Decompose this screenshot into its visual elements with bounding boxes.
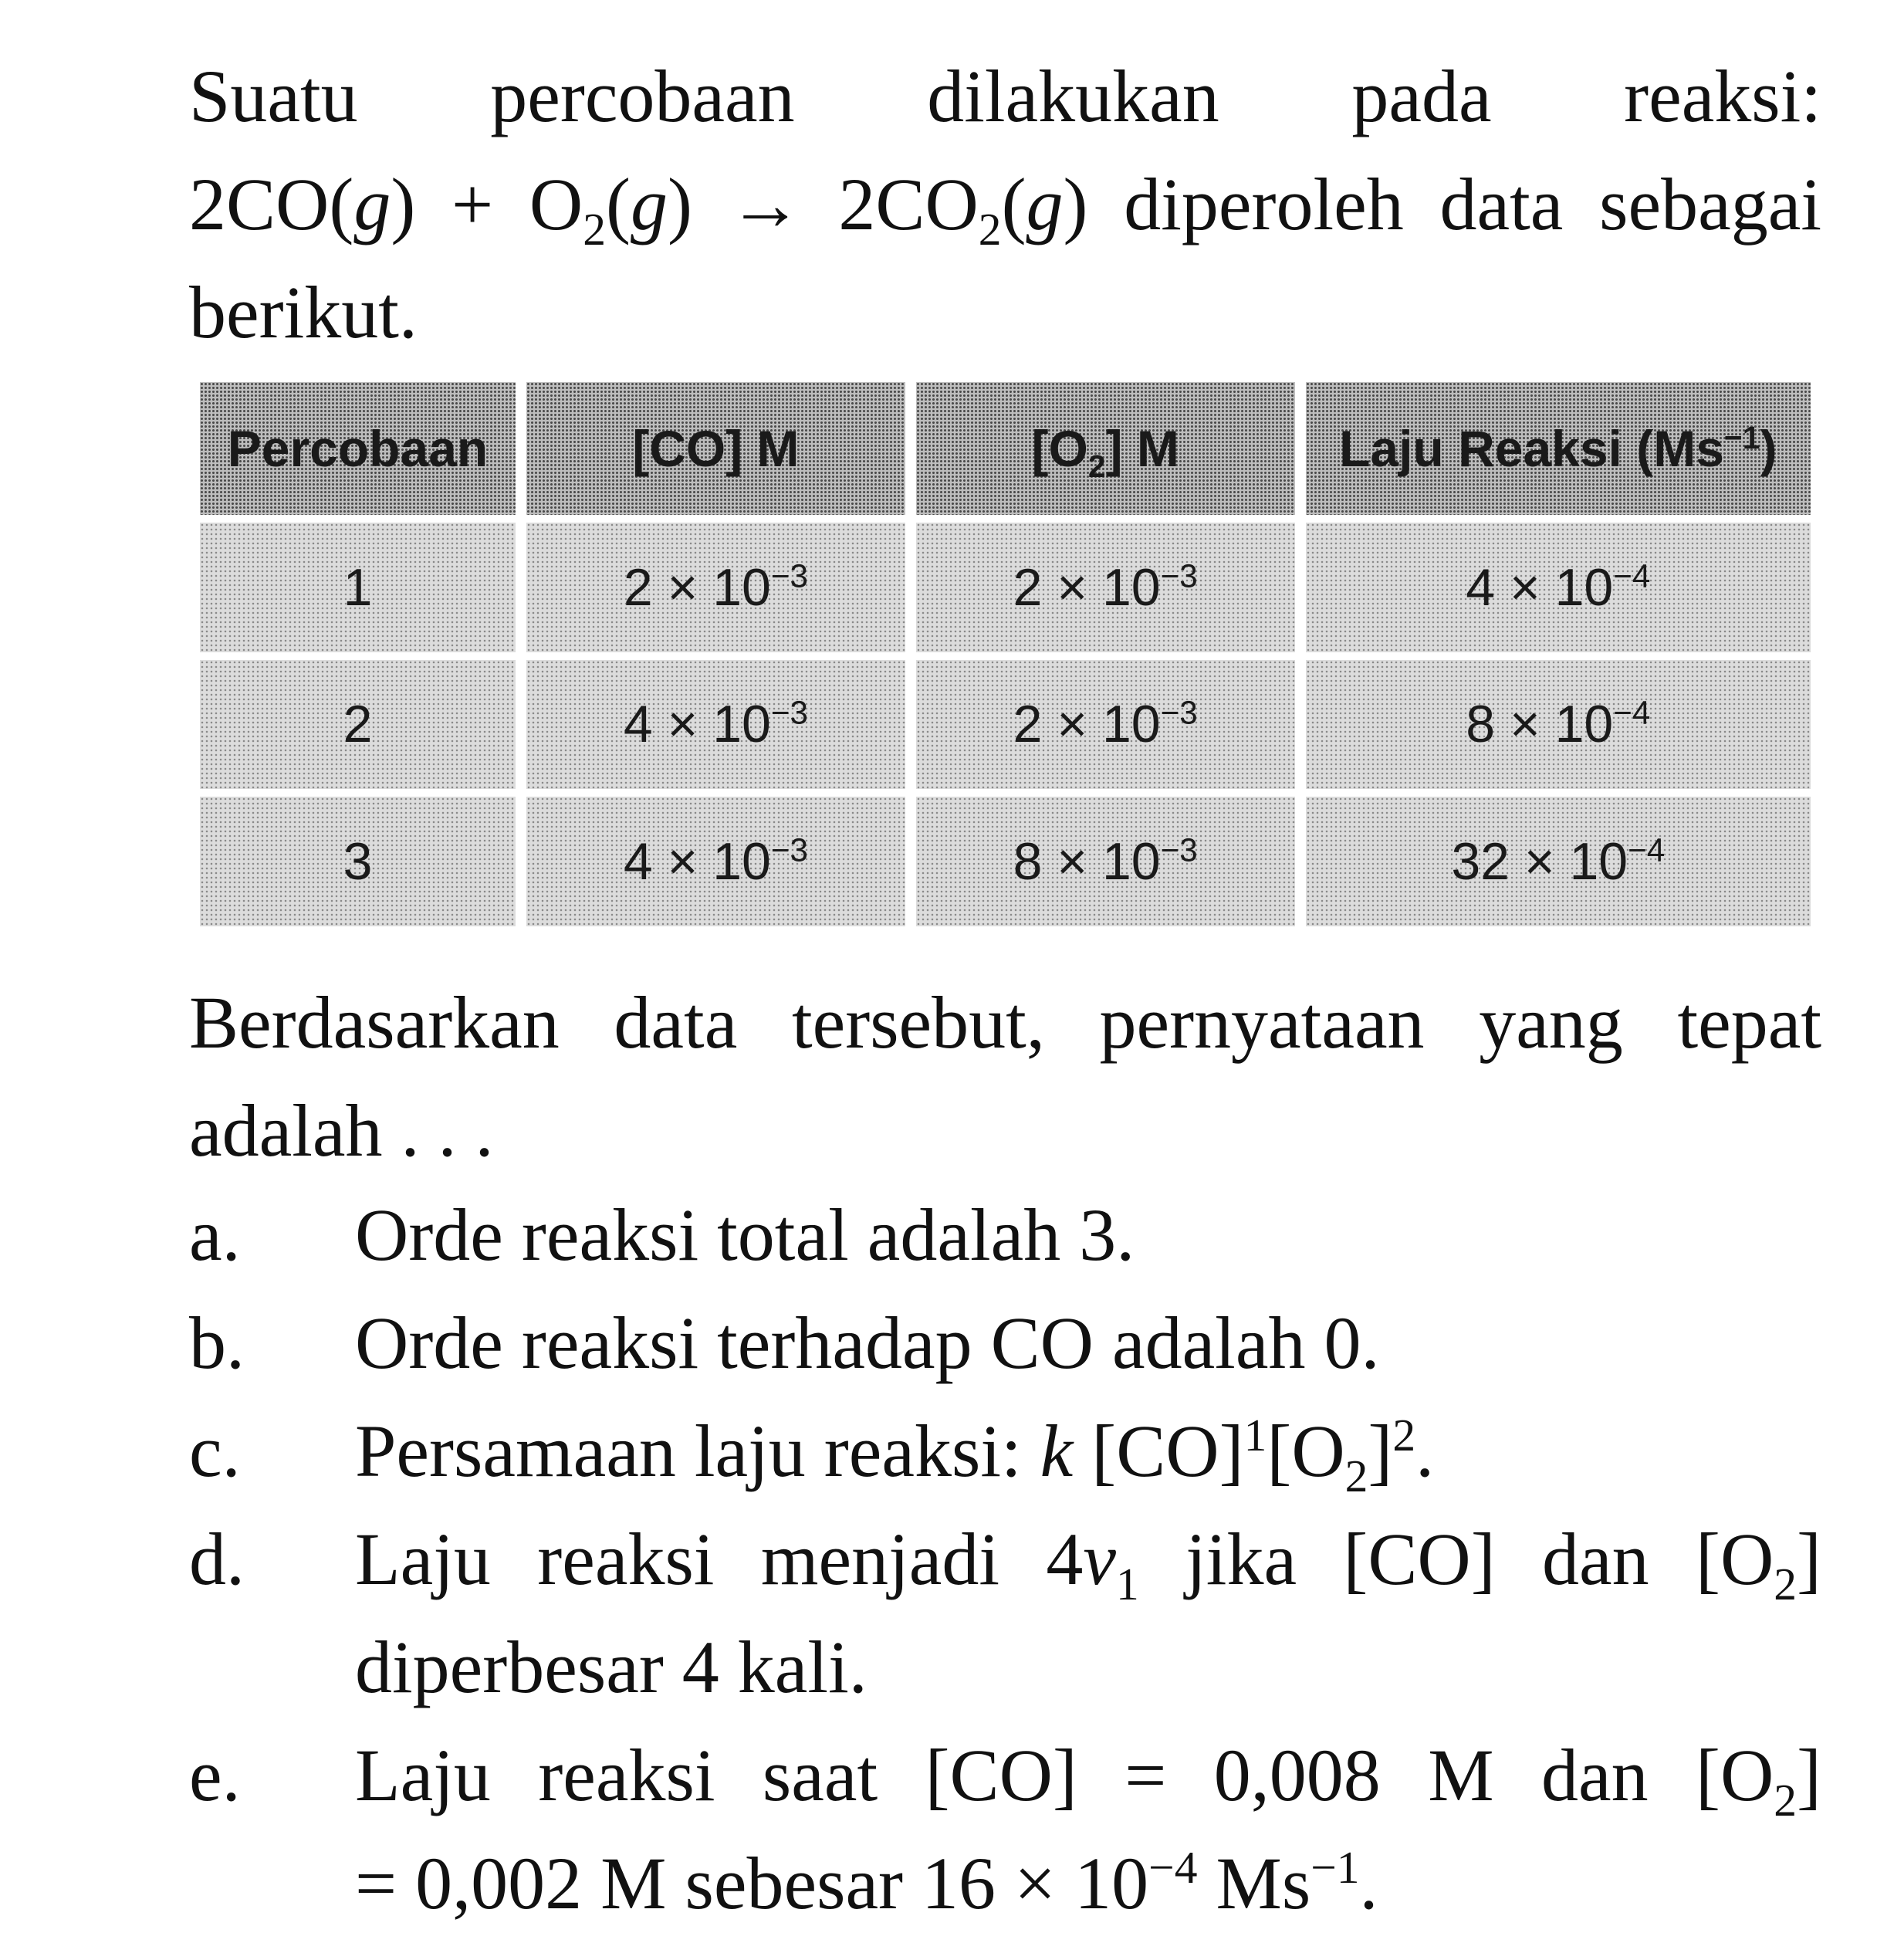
header-percobaan: Percobaan	[200, 382, 516, 515]
answer-options	[189, 1181, 1821, 1938]
option-letter: d.	[189, 1518, 245, 1600]
cell-laju: $32 \times 10^{-4}$	[1306, 797, 1811, 926]
option-letter: c.	[189, 1410, 241, 1492]
option-text: Orde reaksi total adalah 3.	[355, 1193, 1135, 1276]
question-line-1: Berdasarkan data tersebut, pernyataan yang tepat	[189, 981, 1821, 1064]
option-letter: a.	[189, 1193, 241, 1276]
header-o2: $[O_2]$ M	[916, 382, 1295, 515]
option-letter: b.	[189, 1302, 245, 1384]
table-row	[200, 660, 1811, 790]
table-row	[200, 523, 1811, 652]
cell-laju: $8 \times 10^{-4}$	[1306, 660, 1811, 790]
cell-o2: $2 \times 10^{-3}$	[916, 523, 1295, 652]
header-co: [CO] M	[526, 382, 905, 515]
cell-o2: $2 \times 10^{-3}$	[916, 660, 1295, 790]
intro-paragraph	[189, 42, 1821, 367]
cell-co: $4 \times 10^{-3}$	[526, 660, 905, 790]
intro-line-1: Suatu percobaan dilakukan pada reaksi:	[189, 55, 1821, 137]
data-table	[189, 374, 1821, 934]
option-b[interactable]	[189, 1289, 1821, 1397]
cell-laju: $4 \times 10^{-4}$	[1306, 523, 1811, 652]
cell-o2: $8 \times 10^{-3}$	[916, 797, 1295, 926]
option-text: Laju reaksi saat [CO] = 0,008 M dan $[O_2]$ = 0,002 M sebesar $16 \times 10^{-4}$ $Ms^{-1}$.	[355, 1734, 1821, 1924]
option-c[interactable]	[189, 1397, 1821, 1505]
question-line-2: adalah . . .	[189, 1089, 494, 1172]
cell-percobaan: 2	[200, 660, 516, 790]
cell-percobaan: 1	[200, 523, 516, 652]
header-laju: Laju Reaksi $(Ms^{-1})$	[1306, 382, 1811, 515]
option-a[interactable]	[189, 1181, 1821, 1289]
option-text: Laju reaksi menjadi $4v_1$ jika [CO] dan $[O_2]$ diperbesar 4 kali.	[355, 1518, 1822, 1708]
option-d[interactable]	[189, 1505, 1821, 1721]
table-row	[200, 797, 1811, 926]
option-letter: e.	[189, 1734, 241, 1816]
cell-co: $4 \times 10^{-3}$	[526, 797, 905, 926]
option-e[interactable]	[189, 1721, 1821, 1938]
option-text: Orde reaksi terhadap CO adalah 0.	[355, 1302, 1380, 1384]
cell-percobaan: 3	[200, 797, 516, 926]
question-stem	[189, 969, 1821, 1185]
intro-line-3: berikut.	[189, 271, 418, 354]
table-header-row	[200, 382, 1811, 515]
cell-co: $2 \times 10^{-3}$	[526, 523, 905, 652]
reaction-equation: $2CO(g) + O_2(g) \to 2CO_2(g)$ diperoleh data sebagai	[189, 163, 1822, 256]
option-text: Persamaan laju reaksi: k $[CO]^1[O_2]^2$.	[355, 1410, 1435, 1502]
